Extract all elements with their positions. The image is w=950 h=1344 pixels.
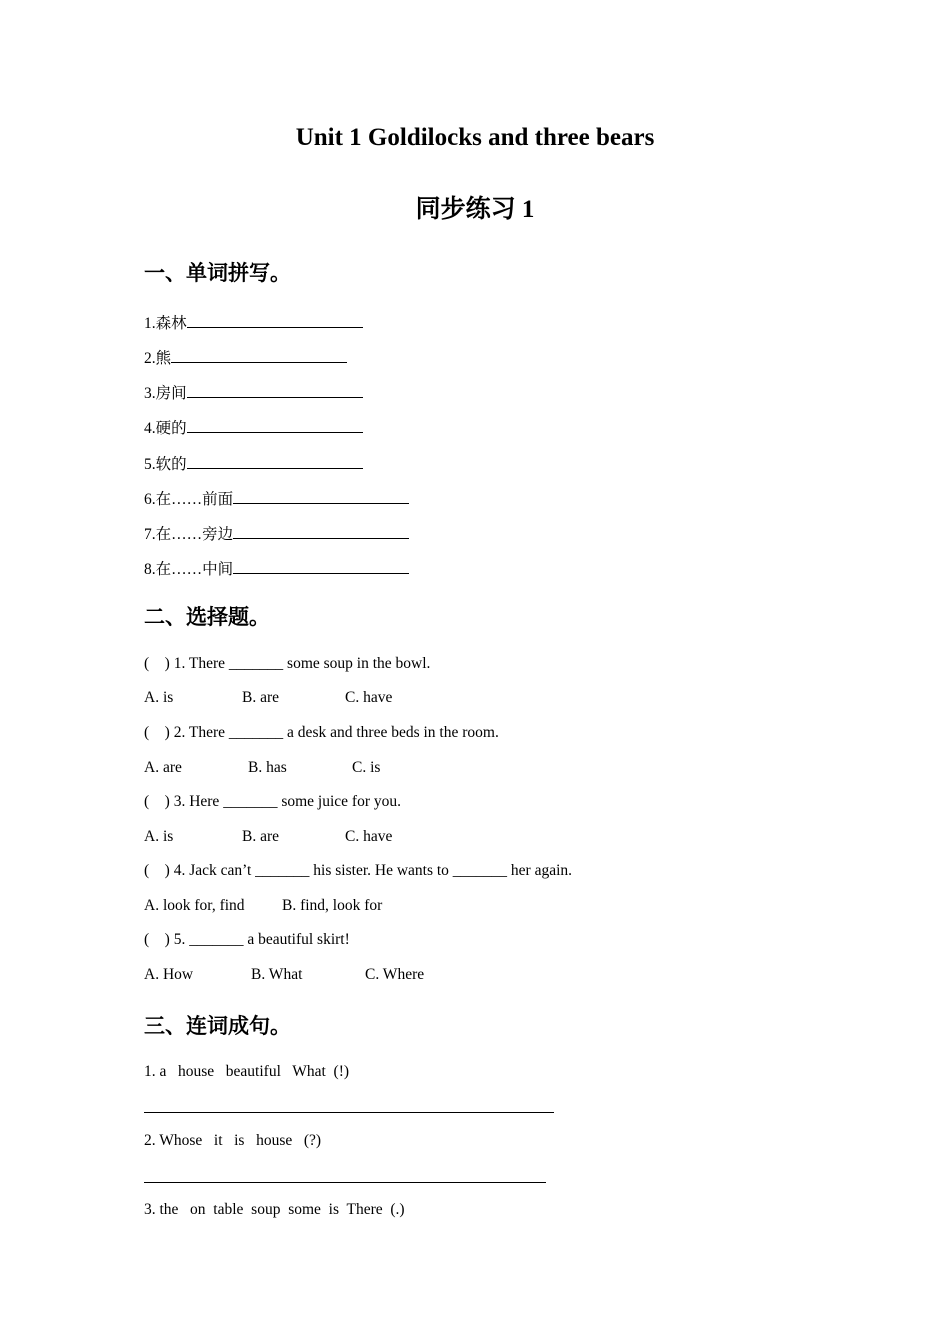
spelling-item-label: 7.在……旁边 — [144, 526, 234, 543]
choice-question-stem: ( ) 4. Jack can’t _______ his sister. He wants to _______ her again. — [144, 862, 573, 879]
option[interactable]: A. is — [144, 689, 174, 706]
spelling-item — [144, 452, 363, 474]
choice-question-stem: ( ) 3. Here _______ some juice for you. — [144, 793, 401, 810]
spelling-item — [144, 557, 409, 579]
sentence-item: 1. a house beautiful What (!) — [144, 1063, 350, 1080]
choice-options — [144, 897, 382, 915]
option[interactable]: B. What — [251, 966, 303, 983]
answer-line[interactable] — [144, 1182, 546, 1183]
answer-line[interactable] — [144, 1112, 554, 1113]
answer-blank[interactable] — [171, 348, 347, 363]
spelling-item — [144, 311, 363, 333]
option[interactable]: A. are — [144, 759, 182, 776]
option[interactable]: C. have — [345, 689, 393, 706]
section-heading-choice: 二、选择题。 — [144, 605, 270, 629]
spelling-item — [144, 346, 347, 368]
page-title: Unit 1 Goldilocks and three bears — [295, 124, 655, 151]
spelling-item-label: 1.森林 — [144, 315, 187, 332]
spelling-item-label: 8.在……中间 — [144, 561, 234, 578]
spelling-item-label: 3.房间 — [144, 385, 187, 402]
spelling-item-label: 4.硬的 — [144, 420, 187, 437]
section-heading-sentences: 三、连词成句。 — [144, 1014, 291, 1038]
answer-blank[interactable] — [233, 489, 409, 504]
spelling-item — [144, 487, 409, 509]
choice-question-stem: ( ) 5. _______ a beautiful skirt! — [144, 931, 350, 948]
answer-blank[interactable] — [187, 418, 363, 433]
option[interactable]: C. Where — [365, 966, 425, 983]
answer-blank[interactable] — [187, 313, 363, 328]
section-heading-spelling: 一、单词拼写。 — [144, 261, 291, 285]
spelling-item-label: 2.熊 — [144, 350, 172, 367]
spelling-item — [144, 416, 363, 438]
choice-question-stem: ( ) 1. There _______ some soup in the bowl. — [144, 655, 431, 672]
spelling-item — [144, 381, 363, 403]
choice-options — [144, 966, 424, 984]
option[interactable]: C. have — [345, 828, 393, 845]
spelling-item — [144, 522, 409, 544]
option[interactable]: A. How — [144, 966, 194, 983]
choice-options — [144, 828, 392, 846]
spelling-item-label: 6.在……前面 — [144, 491, 234, 508]
option[interactable]: B. has — [248, 759, 287, 776]
sentence-item: 3. the on table soup some is There (.) — [144, 1201, 405, 1218]
answer-blank[interactable] — [187, 454, 363, 469]
sentence-item: 2. Whose it is house (?) — [144, 1132, 322, 1149]
option[interactable]: C. is — [352, 759, 381, 776]
choice-options — [144, 759, 380, 777]
choice-question-stem: ( ) 2. There _______ a desk and three beds in the room. — [144, 724, 499, 741]
answer-blank[interactable] — [233, 524, 409, 539]
page-subtitle: 同步练习 1 — [415, 196, 535, 223]
option[interactable]: B. are — [242, 689, 280, 706]
option[interactable]: A. is — [144, 828, 174, 845]
choice-options — [144, 689, 392, 707]
answer-blank[interactable] — [187, 383, 363, 398]
option[interactable]: A. look for, find — [144, 897, 245, 914]
answer-blank[interactable] — [233, 559, 409, 574]
option[interactable]: B. are — [242, 828, 280, 845]
spelling-item-label: 5.软的 — [144, 456, 187, 473]
option[interactable]: B. find, look for — [282, 897, 383, 914]
